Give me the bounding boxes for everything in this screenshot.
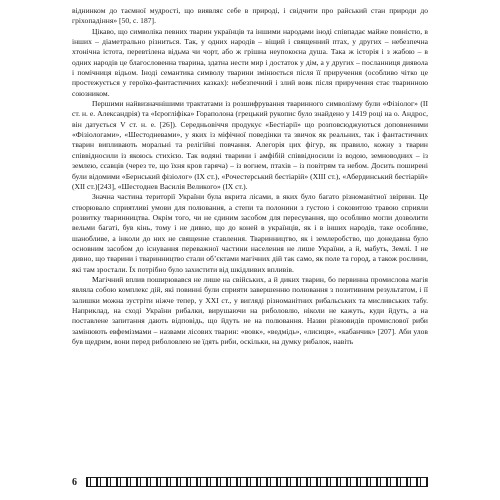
paragraph-4: Значна частина території України була вкрита лісами, в яких було багато різноманітної звірини. Це створювало сприятливі умови для полювання, а степи та полонини з густою і соковитою травою сприяли розвитку тваринництва. Окрім того, чи не єдиним засобом для пересування, що особливо могли дозволити вельми багаті, був кінь, тому і не дивно, що до коней в українців, як і в інших народів, таке особливе, шанобливе, а інколи до них не священне ставлення. Тваринництво, як і землеробство, що донедавна було основним засобом до існування переважної частини населення не лише України, а й, мабуть, Землі. І не дивно, що тварини і тваринництво стали об’єктами магічних дій так само, як поле та город, а також рослини, які там зростали. Їх потрібно було захистити від шкідливих впливів. [72, 192, 428, 274]
paragraph-1: віднинком до таємної мудрості, що виявляє себе в природі, і свідчити про райський стан природи до гріхопадіння» [50, с. 187]. [72, 6, 428, 26]
body-text [72, 6, 428, 347]
paragraph-3: Першими найвизначнішими трактатами із розшифрування тваринного символізму були «Фізіолог» (ІІ ст. н. е. Александрія) та «Ієрогліфіка» Гораполона (грецький рукопис було знайдено у 1419 році на о. Андрос, він датується V ст. н. е. [26]). Середньовіччя продукує «Бестіарії» що розповсюджуються доповненими «Фізіологами», «Шестодневами», у яких із міфічної поведінки та звичок як реальних, так і фантастичних тварин випливають моральні та релігійні повчання. Алегорія цих фігур, як правило, кожну з тварин співвідносили із якоюсь стихією. Так водяні тварини і амфібій співвідносили із водою, земноводних – із землею, ссавців (через те, що їхня кров гаряча) – із вогнем, птахів – із повітрям та небом. Досить поширені були відомими «Бернський фізіолог» (ІХ ст.), «Рочестерський бестіарій» (ХІІІ ст.), «Абердинський бестіарій» (ХІІ ст.)[243], «Шестоднев Василія Великого» (ІХ ст.). [72, 99, 428, 191]
paragraph-5: Магічний вплив поширювався не лише на свійських, а й диких тварин, бо первинна промислова магія являла собою комплекс дій, які повинні були сприяти завершенню полювання з позитивним результатом, і її залишки можна зустріти ніжче тепер, у ХХІ ст., у вигляді різноманітних рибальських та мисливських табу. Наприклад, на сході України рибалки, вирушаючи на риболовлю, ніколи не кажуть, куди йдуть, а на поставлене запитання дають відповідь, що йдуть не на полювання. Назви різновидів промислової риби замінюють евфемізмами – назвами лісових тварин: «вовк», «ведмідь», «лисиця», «кабанчик» [207]. Аби улов був щедрим, вони перед риболовлею не їдять риби, оскільки, на думку рибалок, навіть [72, 274, 428, 346]
ornamental-border [86, 477, 428, 487]
page-footer [72, 474, 428, 490]
page-number: 6 [72, 476, 77, 488]
paragraph-2: Цікаво, що символіка певних тварин українців та іншими народами іноді співпадає майже повністю, в інших – діаметрально різниться. Так, у одних народів – віщий і священний птах, у других – небезпечна хтонічна істота, перевтілена відьма чи чорт, або ж грішна неупокоєна душа. Така ж історія і з жабою – в одних народів це благословенна тварина, здатна нести мир і достаток у дім, а у других – посланниця диявола і помічниця відьом. Іноді семантика символу тварини змінюється після її приручення (особливо чітко це простежується у героїко-фантастичних казках): небезпечний і злий вовк після приручення стає тваринною союзником. [72, 26, 428, 98]
